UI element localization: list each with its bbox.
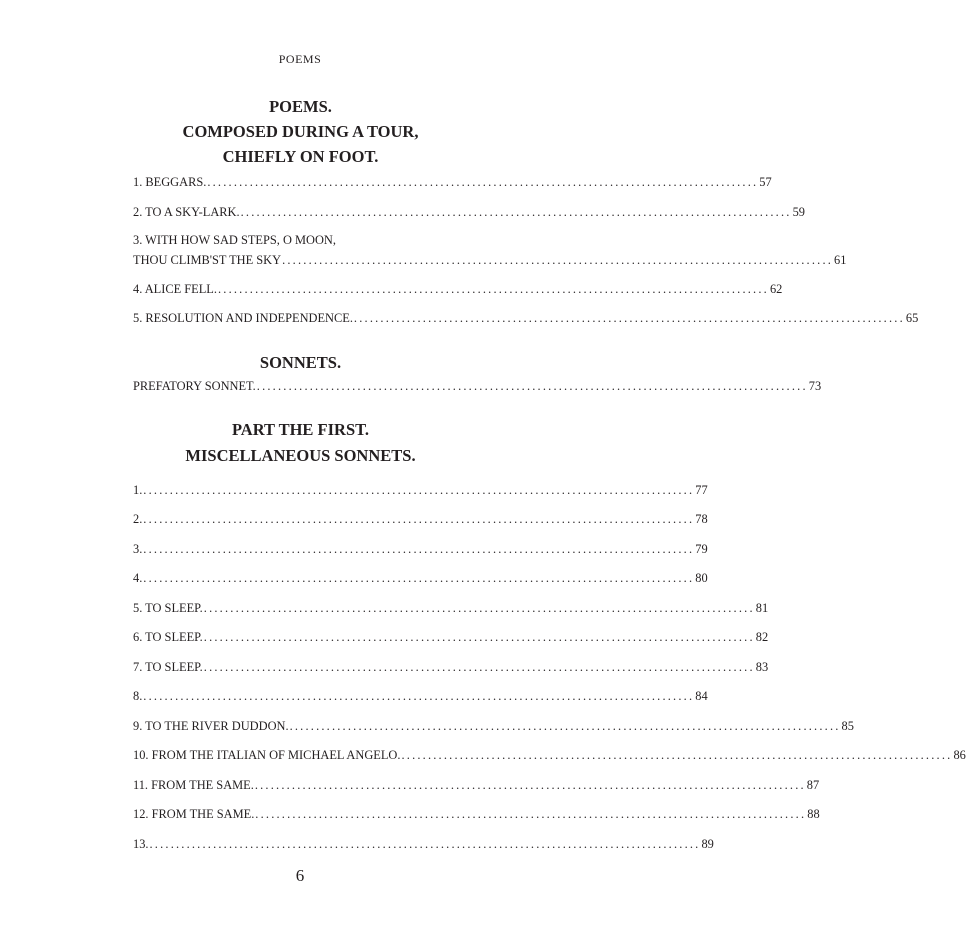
toc-entry-title: 9. TO THE RIVER DUDDON. [133, 718, 289, 733]
toc-entry-title: THOU CLIMB'ST THE SKY [133, 253, 282, 267]
toc-entry-title: 12. FROM THE SAME. [133, 807, 255, 821]
running-head: POEMS [278, 52, 322, 66]
toc-entry-title: 10. FROM THE ITALIAN OF MICHAEL ANGELO. [133, 748, 401, 762]
toc-entry-title: 1. [133, 482, 143, 497]
toc-entry[interactable] [133, 737, 966, 767]
toc-entry[interactable] [133, 648, 769, 678]
toc-entry-title: 2. [133, 512, 143, 526]
toc-entry[interactable] [133, 307, 919, 329]
dot-leader: ........................................................................................................ [282, 253, 834, 267]
section-heading: POEMS. [269, 97, 332, 116]
toc-entry[interactable] [133, 501, 708, 531]
toc-entry-title: 11. FROM THE SAME. [133, 777, 254, 792]
toc-entry-title: 5. RESOLUTION AND INDEPENDENCE. [133, 311, 353, 325]
toc-entry-title: 4. ALICE FELL. [133, 282, 217, 296]
toc-entry-page: 81 [755, 600, 769, 615]
dot-leader: ........................................................................................................ [255, 807, 807, 821]
toc-entry[interactable] [133, 530, 708, 560]
dot-leader: ........................................................................................................ [143, 541, 695, 556]
toc-entry-page: 80 [695, 571, 708, 585]
toc-entry[interactable] [133, 560, 708, 590]
toc-entry-page: 57 [759, 175, 772, 189]
section-heading: SONNETS. [259, 353, 342, 372]
toc-entry-page: 79 [695, 541, 708, 556]
section-heading: PART THE FIRST. [231, 420, 370, 439]
toc-entry[interactable] [133, 707, 854, 737]
toc-entry-page: 84 [695, 689, 708, 703]
section-poems [133, 94, 919, 329]
toc-entry-page: 61 [834, 253, 847, 267]
toc-entry[interactable] [133, 201, 805, 223]
toc-entry-title: 7. TO SLEEP. [133, 659, 203, 674]
toc-entry-title: 1. BEGGARS. [133, 175, 207, 189]
toc-entry[interactable] [133, 825, 714, 855]
dot-leader: ........................................................................................................ [143, 571, 695, 585]
toc-entry-title-line1: 3. WITH HOW SAD STEPS, O MOON, [133, 233, 336, 247]
dot-leader: ........................................................................................................ [207, 175, 759, 189]
toc-entry-title: 2. TO A SKY-LARK. [133, 205, 240, 219]
toc-entry[interactable] [133, 619, 769, 649]
toc-entry[interactable] [133, 678, 708, 708]
toc-entry-page: 59 [792, 205, 805, 219]
toc-entry-page: 86 [953, 748, 966, 762]
dot-leader: ........................................................................................................ [143, 512, 695, 526]
section-heading: COMPOSED DURING A TOUR, [182, 122, 419, 141]
section-part-the-first [133, 417, 966, 855]
dot-leader: ........................................................................................................ [217, 282, 769, 296]
toc-entry-title: 8. [133, 689, 143, 703]
toc-entry[interactable] [133, 230, 847, 270]
dot-leader: ........................................................................................................ [143, 689, 695, 703]
dot-leader: ........................................................................................................ [289, 718, 841, 733]
dot-leader: ........................................................................................................ [203, 630, 755, 644]
toc-entry[interactable] [133, 171, 772, 193]
dot-leader: ........................................................................................................ [143, 482, 695, 497]
table-of-contents [133, 94, 966, 855]
page-number: 6 [295, 866, 305, 885]
toc-entry[interactable] [133, 471, 708, 501]
dot-leader: ........................................................................................................ [240, 205, 792, 219]
dot-leader: ........................................................................................................ [353, 311, 905, 325]
toc-entry-title: 6. TO SLEEP. [133, 630, 203, 644]
dot-leader: ........................................................................................................ [203, 659, 755, 674]
toc-entry[interactable] [133, 278, 783, 300]
toc-entry-title: 3. [133, 541, 143, 556]
toc-entry-title: PREFATORY SONNET. [133, 379, 256, 393]
toc-entry-page: 65 [905, 311, 919, 325]
toc-entry-page: 89 [701, 836, 714, 851]
toc-entry-page: 62 [769, 282, 783, 296]
toc-entry-page: 87 [806, 777, 820, 792]
toc-entry-page: 88 [807, 807, 820, 821]
toc-entry-page: 78 [695, 512, 708, 526]
toc-entry[interactable] [133, 766, 820, 796]
dot-leader: ........................................................................................................ [256, 379, 808, 393]
toc-entry-page: 83 [755, 659, 769, 674]
toc-entry-list [133, 471, 966, 855]
toc-entry-title: 4. [133, 571, 143, 585]
dot-leader: ........................................................................................................ [254, 777, 806, 792]
toc-entry[interactable] [133, 589, 769, 619]
toc-entry-page: 77 [695, 482, 708, 497]
section-heading: MISCELLANEOUS SONNETS. [185, 446, 416, 465]
dot-leader: ........................................................................................................ [149, 836, 701, 851]
dot-leader: ........................................................................................................ [203, 600, 755, 615]
section-heading: CHIEFLY ON FOOT. [222, 147, 379, 166]
toc-entry[interactable] [133, 375, 822, 397]
dot-leader: ........................................................................................................ [401, 748, 953, 762]
toc-entry[interactable] [133, 796, 820, 826]
toc-entry-page: 82 [755, 630, 769, 644]
toc-entry-page: 73 [808, 379, 822, 393]
section-sonnets [133, 351, 822, 397]
toc-entry-page: 85 [841, 718, 854, 733]
toc-entry-title: 5. TO SLEEP. [133, 600, 203, 615]
toc-entry-title: 13. [133, 836, 149, 851]
